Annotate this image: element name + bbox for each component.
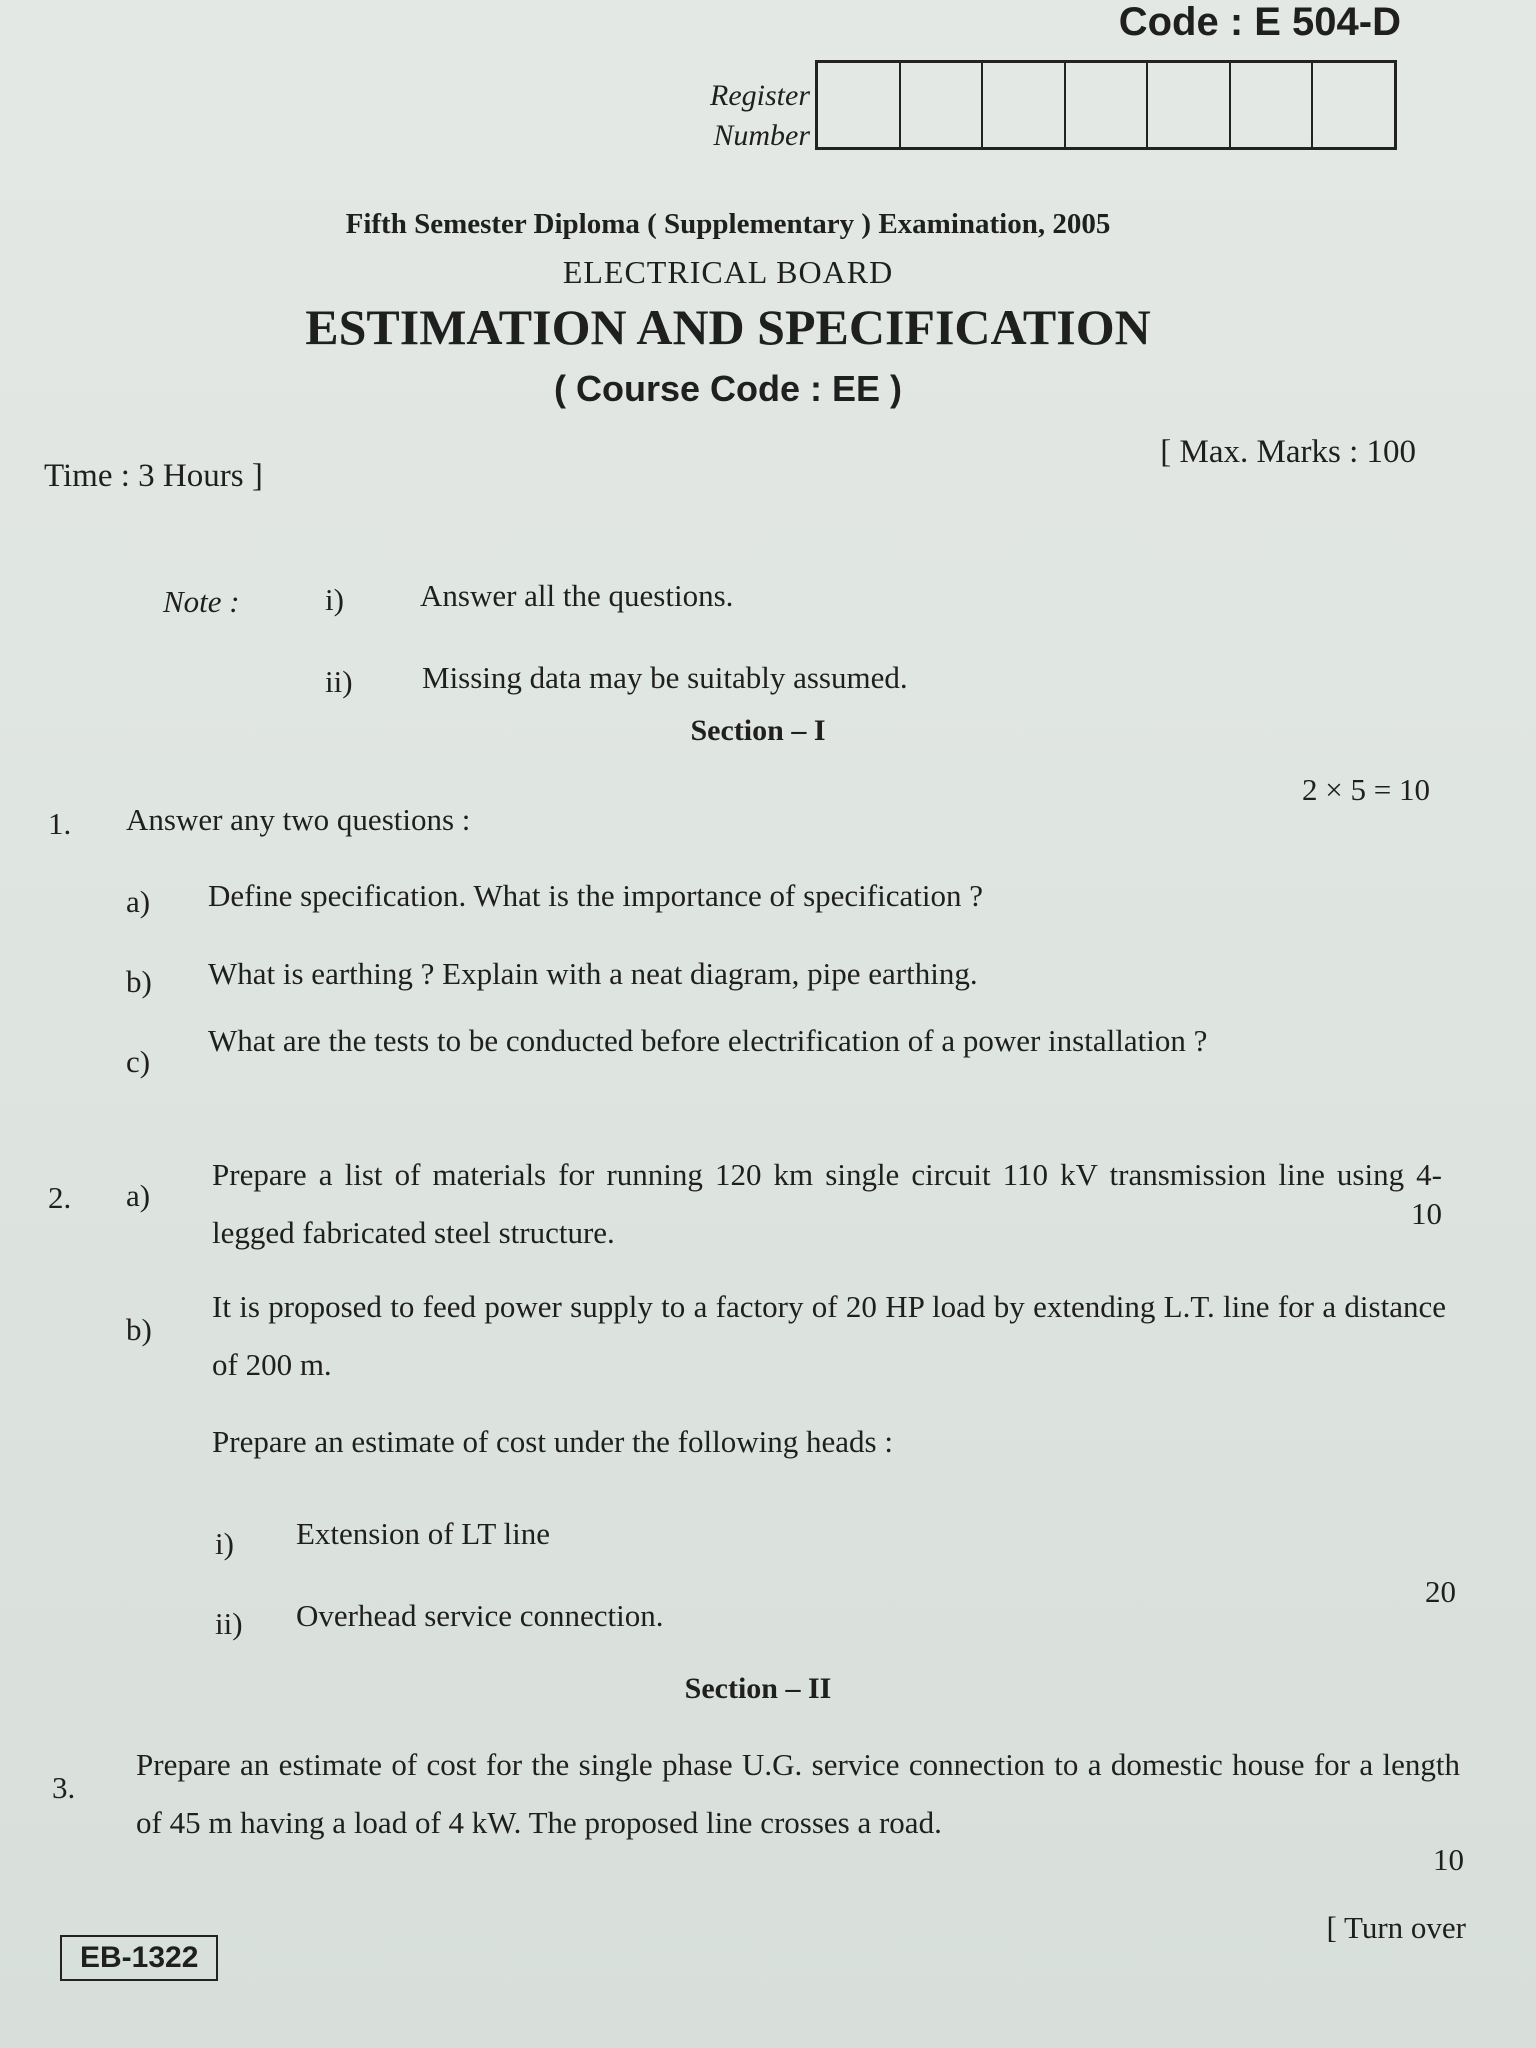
part-text: It is proposed to feed power supply to a factory of 20 HP load by extending L.T. line for a distance of 200 m. [212,1289,1446,1382]
register-number-boxes [815,60,1397,150]
register-cell [1313,63,1394,147]
time-label: Time : 3 Hours ] [44,458,263,494]
register-label-line1: Register [710,79,810,112]
part-marks: 10 [1411,1196,1442,1231]
note-item-num: i) [325,582,344,617]
register-cell [983,63,1066,147]
question-number: 1. [48,806,72,841]
part-text: What is earthing ? Explain with a neat diagram, pipe earthing. [208,956,978,991]
part-label: b) [126,1312,152,1347]
note-item-text: Missing data may be suitably assumed. [422,660,908,695]
sub-item-text: Extension of LT line [296,1516,551,1551]
course-code: ( Course Code : EE ) [553,368,903,409]
register-cell [1148,63,1231,147]
register-cell [818,63,901,147]
register-cell [1066,63,1149,147]
question-number: 2. [48,1180,72,1215]
turn-over: [ Turn over [1326,1910,1466,1945]
question-number: 3. [52,1770,76,1805]
part-label: b) [126,964,152,999]
paper-code: Code : E 504-D [1118,0,1401,44]
sub-item-num: i) [215,1526,234,1561]
part-label: c) [126,1044,151,1079]
note-item-text: Answer all the questions. [420,578,734,613]
part-marks: 20 [1425,1574,1456,1609]
part-label: a) [126,884,151,919]
note-item-num: ii) [325,664,353,699]
register-label [680,76,810,156]
paper-serial-code: EB-1322 [60,1935,218,1981]
register-cell [901,63,984,147]
part-subtext: Prepare an estimate of cost under the following heads : [212,1424,893,1459]
board-name: ELECTRICAL BOARD [562,254,894,290]
question-text: Answer any two questions : [126,802,471,837]
section-title: Section – II [684,1672,832,1705]
question-marks: 10 [1433,1842,1464,1877]
part-text: What are the tests to be conducted before electrification of a power installation ? [208,1023,1208,1058]
max-marks: [ Max. Marks : 100 [1160,434,1416,470]
question-text: Prepare an estimate of cost for the single phase U.G. service connection to a domestic house for a length of 45 m having a load of 4 kW. The proposed line crosses a road. [136,1747,1460,1840]
sub-item-num: ii) [215,1606,243,1641]
exam-title: Fifth Semester Diploma ( Supplementary ) Examination, 2005 [345,208,1111,240]
question-marks: 2 × 5 = 10 [1302,772,1430,807]
part-text: Prepare a list of materials for running 120 km single circuit 110 kV transmission line using 4-legged fabricated steel structure. [212,1157,1442,1250]
register-cell [1231,63,1314,147]
register-label-line2: Number [713,119,810,152]
note-label: Note : [163,584,240,619]
sub-item-text: Overhead service connection. [296,1598,664,1633]
part-text: Define specification. What is the importance of specification ? [208,878,983,913]
section-title: Section – I [690,714,826,747]
subject-title: ESTIMATION AND SPECIFICATION [305,299,1151,355]
part-label: a) [126,1178,151,1213]
